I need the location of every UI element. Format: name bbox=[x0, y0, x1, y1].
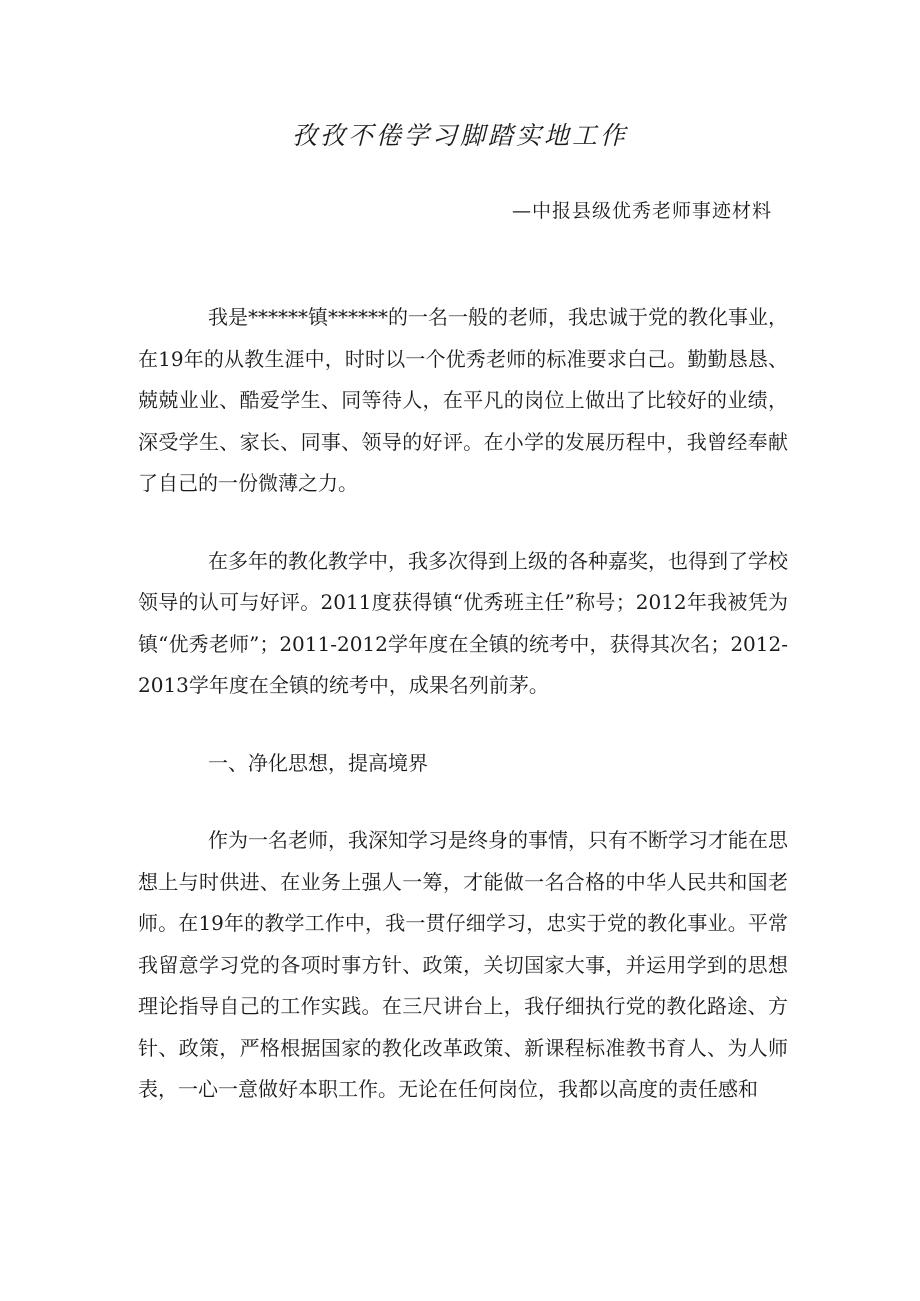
awards-paragraph: 在多年的教化教学中，我多次得到上级的各种嘉奖，也得到了学校领导的认可与好评。2011度获得镇“优秀班主任”称号；2012年我被凭为镇“优秀老师”；2011-2012学年度在全镇的统考中，获得其次名；2012-2013学年度在全镇的统考中，成果名列前茅。 bbox=[138, 548, 788, 697]
section-heading: 一、净化思想，提高境界 bbox=[208, 750, 428, 775]
document-subtitle: —中报县级优秀老师事迹材料 bbox=[511, 200, 772, 222]
intro-paragraph: 我是******镇******的一名一般的老师，我忠诚于党的教化事业，在19年的从教生涯中，时时以一个优秀老师的标准要求白己。勤勤恳恳、兢兢业业、酷爱学生、同等待人，在平凡的岗位上做出了比较好的业绩，深受学生、家长、同事、领导的好评。在小学的发展历程中，我曾经奉献了自己的一份微薄之力。 bbox=[138, 305, 788, 495]
document-title: 孜孜不倦学习脚踏实地工作 bbox=[291, 121, 628, 150]
section-paragraph: 作为一名老师，我深知学习是终身的事情，只有不断学习才能在思想上与时供进、在业务上强人一筹，才能做一名合格的中华人民共和国老师。在19年的教学工作中，我一贯仔细学习，忠实于党的教化事业。平常我留意学习党的各项时事方针、政策，关切国家大事，并运用学到的思想理论指导自己的工作实践。在三尺讲台上，我仔细执行党的教化路途、方针、政策，严格根据国家的教化改革政策、新课程标准教书育人、为人师表，一心一意做好本职工作。无论在任何岗位，我都以高度的责任感和 bbox=[138, 828, 788, 1101]
document-body bbox=[138, 297, 788, 1147]
